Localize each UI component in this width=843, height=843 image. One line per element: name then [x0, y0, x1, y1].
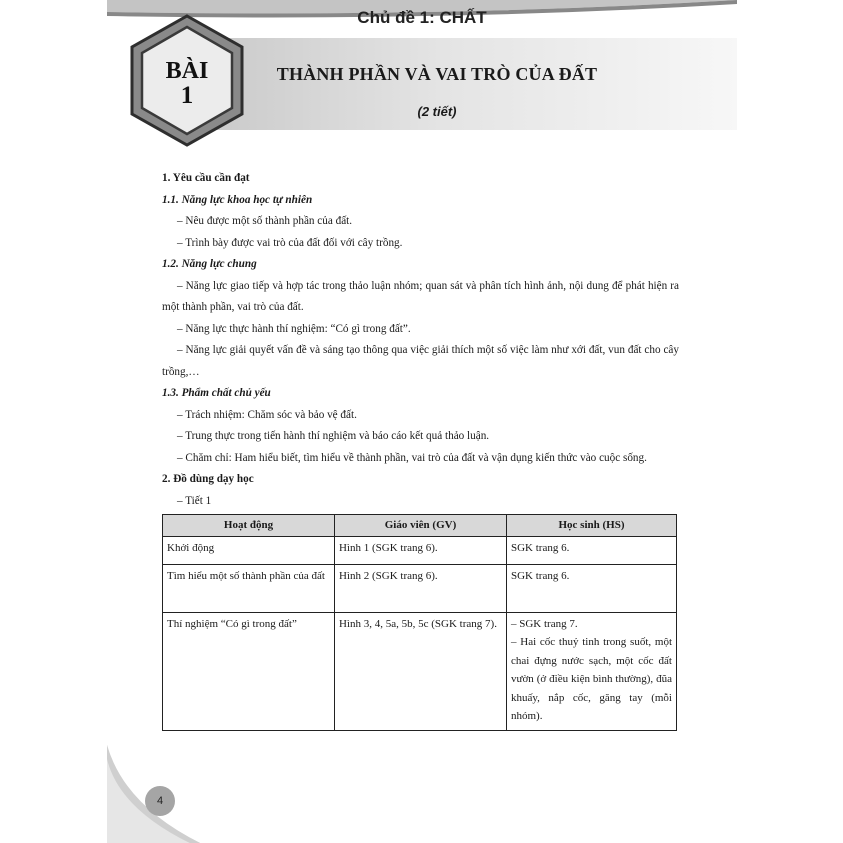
subsection-heading: 1.2. Năng lực chung — [162, 258, 257, 270]
teacher-cell: Hình 2 (SGK trang 6). — [335, 564, 507, 612]
table-header-row — [163, 515, 677, 537]
list-item: – Trung thực trong tiến hành thí nghiệm và báo cáo kết quả thảo luận. — [177, 430, 490, 442]
lesson-number: 1 — [180, 82, 194, 109]
chapter-title: Chủ đề 1: CHẤT — [357, 8, 487, 27]
student-line: – Hai cốc thuỷ tinh trong suốt, một chai đựng nước sạch, một cốc đất vườn (ở điều kiện bình thường), đũa khuấy, nắp cốc, găng tay (mỗi nhóm). — [511, 636, 672, 722]
textbook-page — [107, 0, 737, 843]
lesson-word: BÀI — [165, 58, 209, 84]
column-header: Học sinh (HS) — [507, 515, 677, 537]
list-item: – Chăm chỉ: Ham hiểu biết, tìm hiểu về thành phần, vai trò của đất và vận dụng kiến thức vào cuộc sống. — [177, 451, 647, 464]
student-cell: SGK trang 6. — [507, 564, 677, 612]
subsection-heading: 1.3. Phẩm chất chủ yếu — [162, 387, 271, 399]
list-item: – Trình bày được vai trò của đất đối với cây trồng. — [177, 236, 403, 249]
subsection-heading: 1.1. Năng lực khoa học tự nhiên — [162, 193, 313, 206]
table-row — [163, 564, 677, 612]
section-heading: 2. Đồ dùng dạy học — [162, 473, 254, 485]
section-heading: 1. Yêu cầu cần đạt — [162, 172, 250, 184]
page-content — [162, 168, 679, 731]
list-item: – Năng lực thực hành thí nghiệm: “Có gì trong đất”. — [177, 322, 411, 335]
period-label: – Tiết 1 — [177, 494, 212, 507]
lesson-title: THÀNH PHẦN VÀ VAI TRÒ CỦA ĐẤT — [276, 64, 598, 84]
teacher-cell: Hình 3, 4, 5a, 5b, 5c (SGK trang 7). — [335, 612, 507, 730]
column-header: Hoạt động — [163, 515, 335, 537]
activity-cell: Thí nghiệm “Có gì trong đất” — [163, 612, 335, 730]
student-cell — [507, 612, 677, 730]
materials-table — [162, 514, 677, 731]
activity-cell: Khởi động — [163, 536, 335, 564]
table-row — [163, 612, 677, 730]
activity-cell: Tìm hiểu một số thành phần của đất — [163, 564, 335, 612]
lesson-period: (2 tiết) — [417, 104, 457, 119]
student-line: – SGK trang 7. — [511, 617, 578, 630]
teacher-cell: Hình 1 (SGK trang 6). — [335, 536, 507, 564]
list-item: – Nêu được một số thành phần của đất. — [177, 215, 353, 227]
list-item: – Năng lực giải quyết vấn đề và sáng tạo thông qua việc giải thích một số việc làm như xới đất, vun đất cho cây trồng,… — [162, 344, 679, 378]
page-number-badge: 4 — [145, 786, 175, 816]
column-header: Giáo viên (GV) — [335, 515, 507, 537]
table-row — [163, 536, 677, 564]
list-item: – Trách nhiệm: Chăm sóc và bảo vệ đất. — [177, 408, 357, 421]
student-cell: SGK trang 6. — [507, 536, 677, 564]
list-item: – Năng lực giao tiếp và hợp tác trong thảo luận nhóm; quan sát và phân tích hình ảnh, nội dung để phát hiện ra một thành phần, vai trò của đất. — [162, 279, 679, 313]
